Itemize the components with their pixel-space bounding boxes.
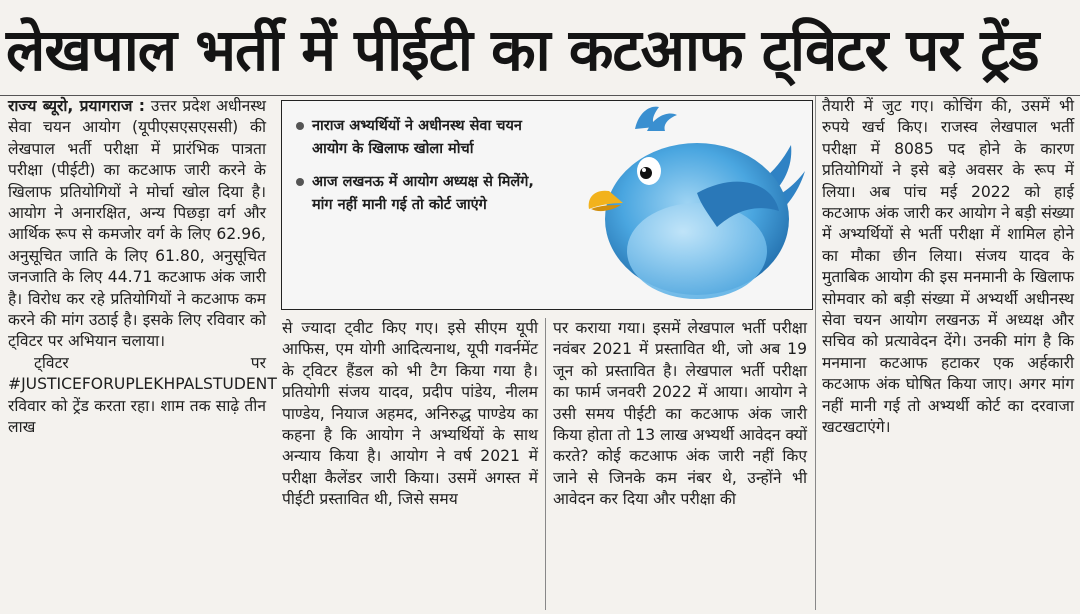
highlight-box — [281, 100, 813, 310]
column-divider — [815, 96, 816, 610]
highlight-text: नाराज अभ्यर्थियों ने अधीनस्थ सेवा चयन आयोग के खिलाफ खोला मोर्चा — [312, 118, 522, 157]
highlight-item — [296, 171, 544, 217]
highlight-item — [296, 115, 544, 161]
headline: लेखपाल भर्ती में पीईटी का कटआफ ट्विटर पर ट्रेंड — [6, 16, 1039, 84]
article-column-2 — [282, 318, 538, 610]
highlight-text: आज लखनऊ में आयोग अध्यक्ष से मिलेंगे, मांग नहीं मानी गई तो कोर्ट जाएंगे — [312, 174, 534, 213]
article-paragraph: ट्विटर पर #JUSTICEFORUPLEKHPALSTUDENT रविवार को ट्रेंड करता रहा। शाम तक साढ़े तीन लाख — [8, 353, 277, 437]
twitter-bird-icon — [547, 101, 811, 307]
article-paragraph: पर कराया गया। इसमें लेखपाल भर्ती परीक्षा नवंबर 2021 में प्रस्तावित थी, जो अब 19 जून को प्रस्तावित है। लेखपाल भर्ती परीक्षा का फार्म जनवरी 2022 में आया। आयोग ने उसी समय पीईटी का कटआफ अंक जारी किया होता तो 13 लाख अभ्यर्थी आवेदन क्यों करते? कोई कटआफ अंक जारी नहीं किए जाने से जिनके कम नंबर थे, उन्होंने भी आवेदन कर दिया और परीक्षा की — [553, 319, 807, 509]
article-column-4 — [822, 96, 1074, 610]
highlight-list — [296, 115, 544, 227]
dateline: राज्य ब्यूरो, प्रयागराज : — [8, 97, 145, 115]
bullet-icon — [296, 122, 304, 130]
article-paragraph: उत्तर प्रदेश अधीनस्थ सेवा चयन आयोग (यूपीएसएसएससी) की लेखपाल भर्ती परीक्षा में प्रारंभिक पात्रता परीक्षा (पीईटी) का कटआफ जारी करने के खिलाफ प्रतियोगियों ने मोर्चा खोल दिया है। आयोग ने अनारक्षित, अन्य पिछड़ा वर्ग और आर्थिक रूप से कमजोर वर्ग के लिए 62.96, अनुसूचित जाति के लिए 61.80, अनुसूचित जनजाति के लिए 44.71 कटआफ अंक जारी है। विरोध कर रहे प्रतियोगियों ने कटआफ कम करने की मांग उठाई है। इसके लिए रविवार को ट्विटर पर अभियान चलाया। — [8, 97, 266, 351]
column-divider — [545, 318, 546, 610]
bullet-icon — [296, 178, 304, 186]
article-paragraph: से ज्यादा ट्वीट किए गए। इसे सीएम यूपी आफिस, एम योगी आदित्यनाथ, यूपी गवर्नमेंट के ट्विटर हैंडल को भी टैग किया गया है। प्रतियोगी संजय यादव, प्रदीप पांडेय, नीलम पाण्डेय, नियाज अहमद, अनिरुद्ध पाण्डेय का कहना है कि आयोग ने अभ्यर्थियों के साथ अन्याय किया है। आयोग ने वर्ष 2021 में परीक्षा कैलेंडर जारी किया। उसमें अगस्त में पीईटी प्रस्तावित थी, जिसे समय — [282, 319, 538, 509]
article-column-1 — [8, 96, 277, 610]
article-column-3 — [553, 318, 807, 610]
article-paragraph: तैयारी में जुट गए। कोचिंग की, उसमें भी रुपये खर्च किए। राजस्व लेखपाल भर्ती परीक्षा में 8085 पद होने के कारण प्रतियोगियों ने इसे बड़े अवसर के रूप में लिया। अब पांच मई 2022 को हाई कटआफ अंक जारी कर आयोग ने बड़ी संख्या में अभ्यर्थियों से भर्ती परीक्षा में शामिल होने का मौका छीन लिया। संजय यादव के मुताबिक आयोग की इस मनमानी के खिलाफ सोमवार को बड़ी संख्या में अभ्यर्थी अधीनस्थ सेवा चयन आयोग लखनऊ में अध्यक्ष और सचिव को प्रत्यावेदन देंगे। उनकी मांग है कि मनमाना कटआफ हटाकर एक अर्हकारी कटआफ अंक घोषित किया जाए। अगर मांग नहीं मानी गई तो अभ्यर्थी कोर्ट का दरवाजा खटखटाएंगे। — [822, 97, 1074, 437]
